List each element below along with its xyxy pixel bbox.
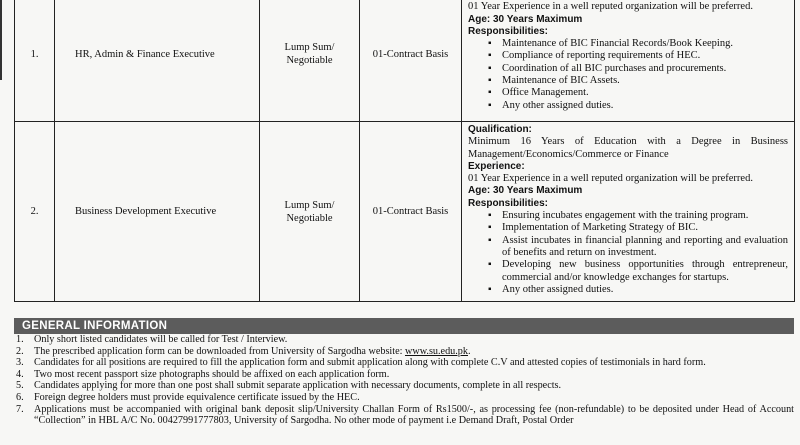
list-item: 7. Applications must be accompanied with original bank deposit slip/University Challan Form of Rs1500/-, as processing fee (non-refundable) to be deposited under Head of Account “Collection” in HBL A/C No. 00427991777803, University of Sargodha. No other mode of payment i.e Demand Draft, Postal Order	[16, 403, 794, 427]
list-item: ▪ Developing new business opportunities through entrepreneur, commercial and/or knowledge exchanges for startups.	[502, 259, 788, 284]
salary-line: Lump Sum/	[284, 199, 335, 211]
section-heading: Responsibilities:	[468, 25, 549, 37]
list-item: 3. Candidates for all positions are required to fill the application form and submit application along with complete C.V and attested copies of testimonials in hard form.	[16, 357, 706, 369]
section-heading: Qualification:	[468, 124, 532, 135]
general-information-heading: GENERAL INFORMATION	[14, 318, 794, 334]
position-title: Business Development Executive	[55, 122, 260, 302]
salary-cell	[260, 0, 360, 122]
responsibilities-list	[468, 38, 788, 112]
salary-cell	[260, 122, 360, 302]
list-item: ▪ Any other assigned duties.	[502, 284, 788, 296]
list-item: ▪ Maintenance of BIC Assets.	[502, 75, 788, 87]
list-item: ▪ Any other assigned duties.	[502, 100, 788, 112]
contract-basis: 01-Contract Basis	[360, 122, 462, 302]
list-item: ▪ Ensuring incubates engagement with the training program.	[502, 210, 788, 222]
position-description	[462, 0, 795, 122]
position-title: HR, Admin & Finance Executive	[55, 0, 260, 122]
left-edge-mark	[0, 0, 2, 80]
contract-basis: 01-Contract Basis	[360, 0, 462, 122]
list-item: 2. The prescribed application form can be downloaded from University of Sargodha website: www.su.edu.pk.	[16, 345, 471, 357]
list-item: 6. Foreign degree holders must provide equivalence certificate issued by the HEC.	[16, 391, 360, 403]
salary-line: Lump Sum/	[284, 42, 335, 53]
section-heading: Responsibilities:	[468, 197, 549, 209]
section-heading: Experience:	[468, 160, 525, 172]
list-item: ▪ Implementation of Marketing Strategy of BIC.	[502, 222, 788, 234]
website-link[interactable]: www.su.edu.pk	[404, 345, 468, 357]
section-heading: Age: 30 Years Maximum	[468, 185, 583, 197]
list-item: ▪ Office Management.	[502, 87, 788, 99]
salary-line: Negotiable	[286, 212, 333, 224]
list-item: ▪ Compliance of reporting requirements of HEC.	[502, 50, 788, 62]
section-text: 01 Year Experience in a well reputed organization will be preferred.	[468, 173, 753, 185]
general-information-list	[14, 334, 794, 427]
list-item: ▪ Assist incubates in financial planning and reporting and evaluation of benefits and return on investment.	[502, 235, 788, 260]
positions-table	[14, 0, 795, 302]
position-number: 2.	[15, 122, 55, 302]
section-heading: Age: 30 Years Maximum	[468, 13, 583, 25]
position-row-2	[15, 122, 795, 302]
list-item: 1. Only short listed candidates will be called for Test / Interview.	[16, 334, 288, 345]
position-description	[462, 122, 795, 302]
position-number: 1.	[15, 0, 55, 122]
list-item: ▪ Coordination of all BIC purchases and procurements.	[502, 63, 788, 75]
salary-line: Negotiable	[286, 55, 333, 66]
section-text: Minimum 16 Years of Education with a Degree in Business Management/Economics/Commerce or Finance	[468, 136, 788, 160]
list-item: ▪ Maintenance of BIC Financial Records/Book Keeping.	[502, 38, 788, 50]
responsibilities-list	[468, 210, 788, 296]
list-item: 5. Candidates applying for more than one post shall submit separate application with necessary documents, complete in all respects.	[16, 380, 562, 392]
general-information-section	[14, 318, 794, 427]
list-item: 4. Two most recent passport size photographs should be affixed on each application form.	[16, 368, 390, 380]
section-text: 01 Year Experience in a well reputed organization will be preferred.	[468, 1, 753, 13]
position-row-1	[15, 0, 795, 122]
